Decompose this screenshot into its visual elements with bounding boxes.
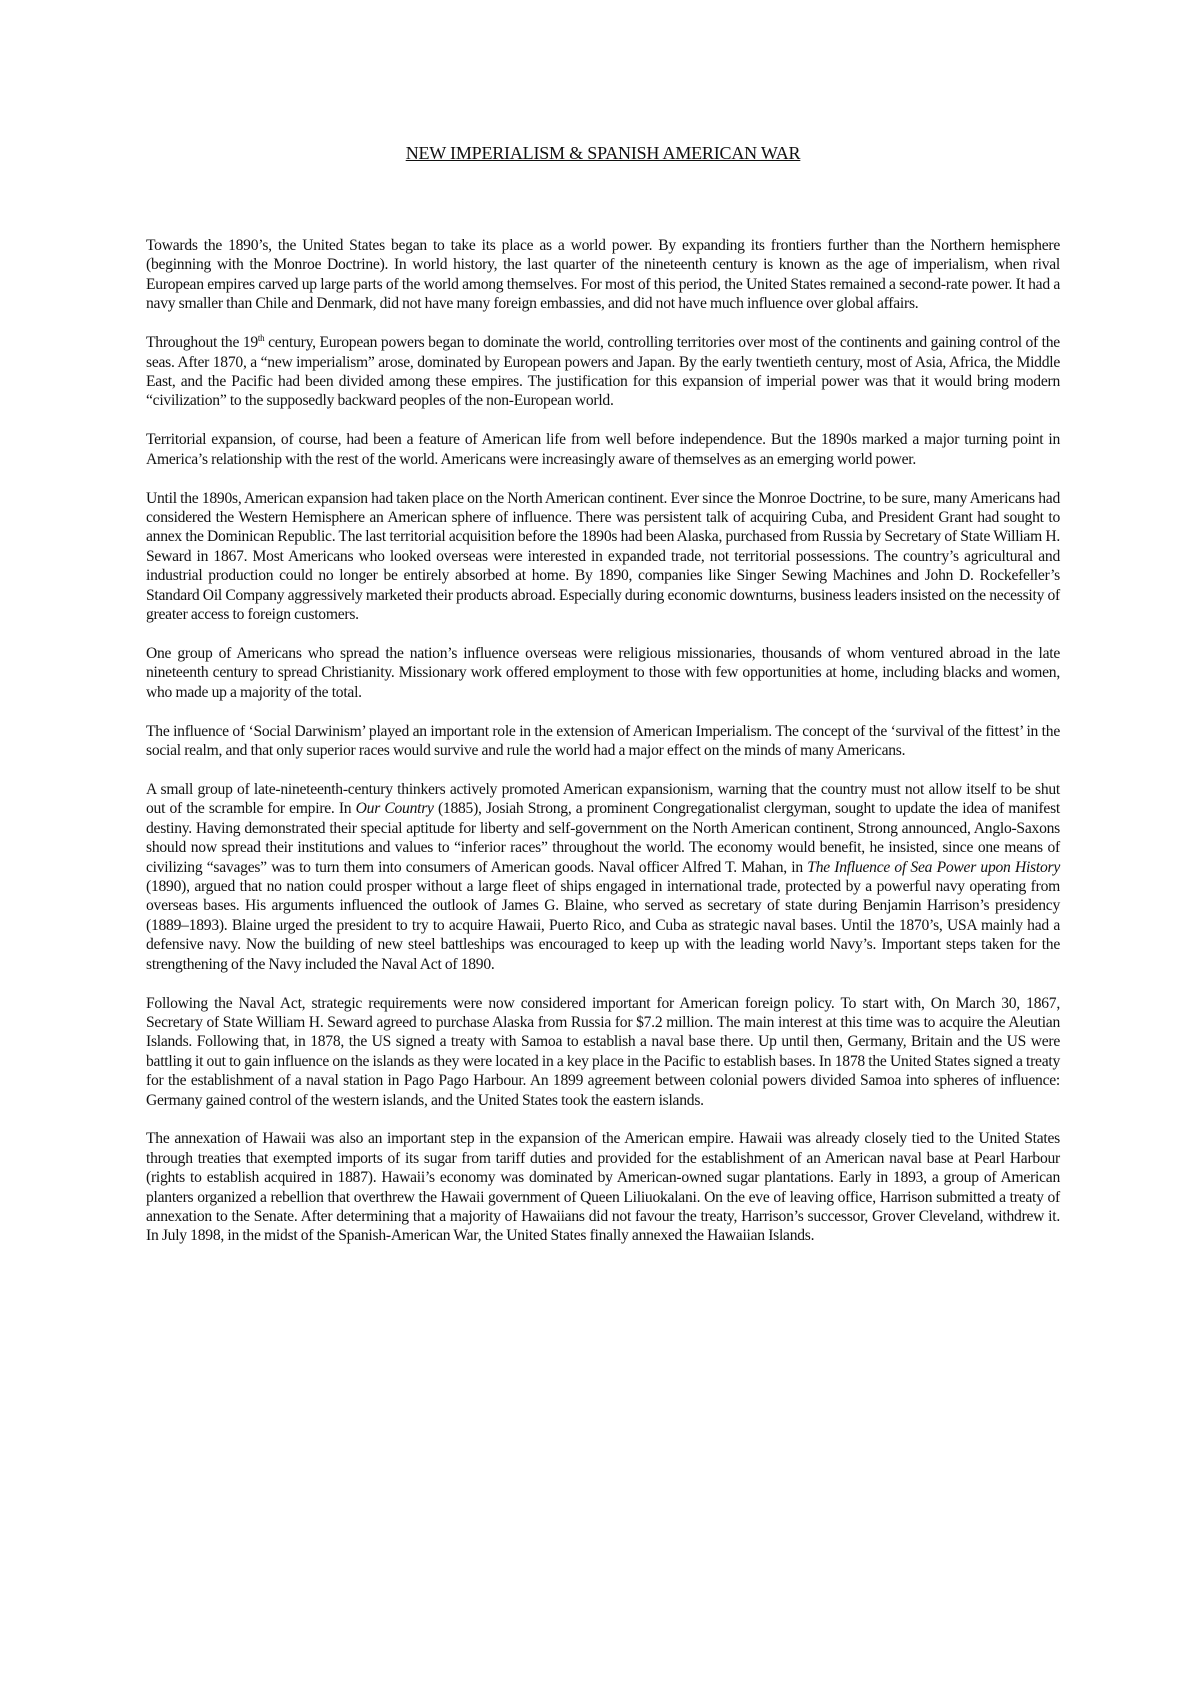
paragraph-territorial-expansion: Territorial expansion, of course, had been a feature of American life from well before independence. But the 1890s marked a major turning point in America’s relationship with the rest of the world. Americans were increasingly aware of themselves as an emerging world power. (146, 431, 1060, 468)
book-title: Our Country (355, 800, 434, 818)
paragraph-text: (1885), Josiah Strong, a prominent Congregationalist clergyman, sought to update the idea of manifest destiny. Having demonstrated their special aptitude for liberty and self-government on the North American continent, Strong announced, Anglo-Saxons should now spread their institutions and values to “inferior races” throughout the world. The economy would benefit, he insisted, since one means of civilizing “savages” was to turn them into consumers of American goods. Naval officer Alfred T. Mahan, in (146, 800, 1060, 876)
superscript-ordinal: th (257, 332, 265, 343)
paragraph-missionaries: One group of Americans who spread the nation’s influence overseas were religious missionaries, thousands of whom ventured abroad in the late nineteenth century to spread Christianity. Missionary work offered employment to those with few opportunities at home, including blacks and women, who made up a majority of the total. (146, 644, 1060, 701)
paragraph-hawaii: The annexation of Hawaii was also an important step in the expansion of the American empire. Hawaii was already closely tied to the United States through treaties that exempted imports of its sugar from tariff duties and provided for the establishment of an American naval base at Pearl Harbour (rights to establish acquired in 1887). Hawaii’s economy was dominated by American-owned sugar plantations. Early in 1893, a group of American planters organized a rebellion that overthrew the Hawaii government of Queen Liliuokalani. On the eve of leaving office, Harrison submitted a treaty of annexation to the Senate. After determining that a majority of Hawaiians did not favour the treaty, Harrison’s successor, Grover Cleveland, withdrew it. In July 1898, in the midst of the Spanish-American War, the United States finally annexed the Hawaiian Islands. (146, 1130, 1060, 1245)
book-title: The Influence of Sea Power upon History (807, 858, 1060, 876)
paragraph-text: (1890), argued that no nation could prosper without a large fleet of ships engaged in international trade, protected by a powerful navy operating from overseas bases. His arguments influenced the outlook of James G. Blaine, who served as secretary of state during Benjamin Harrison’s presidency (1889–1893). Blaine urged the president to try to acquire Hawaii, Puerto Rico, and Cuba as strategic naval bases. Until the 1870’s, USA mainly had a defensive navy. Now the building of new steel battleships was encouraged to keep up with the leading world Navy’s. Important steps taken for the strengthening of the Navy included the Naval Act of 1890. (146, 877, 1060, 973)
paragraph-american-expansion: Until the 1890s, American expansion had taken place on the North American continent. Ever since the Monroe Doctrine, to be sure, many Americans had considered the Western Hemisphere an American sphere of influence. There was persistent talk of acquiring Cuba, and President Grant had sought to annex the Dominican Republic. The last territorial acquisition before the 1890s had been Alaska, purchased from Russia by Secretary of State William H. Seward in 1867. Most Americans who looked overseas were interested in expanded trade, not territorial possessions. The country’s agricultural and industrial production could no longer be entirely absorbed at home. By 1890, companies like Singer Sewing Machines and John D. Rockefeller’s Standard Oil Company aggressively marketed their products abroad. Especially during economic downturns, business leaders insisted on the necessity of greater access to foreign customers. (146, 489, 1060, 623)
paragraph-text: century, European powers began to dominate the world, controlling territories over most of the continents and gaining control of the seas. After 1870, a “new imperialism” arose, dominated by European powers and Japan. By the early twentieth century, most of Asia, Africa, the Middle East, and the Pacific had been divided among these empires. The justification for this expansion of imperial power was that it would bring modern “civilization” to the supposedly backward peoples of the non-European world. (146, 334, 1060, 410)
document-body (146, 236, 1060, 1265)
paragraph-naval-act: Following the Naval Act, strategic requirements were now considered important for American foreign policy. To start with, On March 30, 1867, Secretary of State William H. Seward agreed to purchase Alaska from Russia for $7.2 million. The main interest at this time was to acquire the Aleutian Islands. Following that, in 1878, the US signed a treaty with Samoa to establish a naval base there. Up until then, Germany, Britain and the US were battling it out to gain influence on the islands as they were located in a key place in the Pacific to establish bases. In 1878 the United States signed a treaty for the establishment of a naval station in Pago Pago Harbour. An 1899 agreement between colonial powers divided Samoa into spheres of influence: Germany gained control of the western islands, and the United States took the eastern islands. (146, 994, 1060, 1109)
paragraph-text: A small group of late-nineteenth-century thinkers actively promoted American expansionism, warning that the country must not allow itself to be shut out of the scramble for empire. In (146, 780, 1060, 818)
paragraph-text: Throughout the 19 (146, 334, 258, 352)
paragraph-social-darwinism: The influence of ‘Social Darwinism’ played an important role in the extension of American Imperialism. The concept of the ‘survival of the fittest’ in the social realm, and that only superior races would survive and rule the world had a major effect on the minds of many Americans. (146, 722, 1060, 760)
paragraph-intro: Towards the 1890’s, the United States began to take its place as a world power. By expanding its frontiers further than the Northern hemisphere (beginning with the Monroe Doctrine). In world history, the last quarter of the nineteenth century is known as the age of imperialism, when rival European empires carved up large parts of the world among themselves. For most of this period, the United States remained a second-rate power. It had a navy smaller than Chile and Denmark, did not have many foreign embassies, and did not have much influence over global affairs. (146, 237, 1060, 313)
document-title: NEW IMPERIALISM & SPANISH AMERICAN WAR (405, 143, 801, 163)
paragraph-expansionist-thinkers (146, 780, 1060, 974)
paragraph-european-powers (146, 333, 1060, 411)
